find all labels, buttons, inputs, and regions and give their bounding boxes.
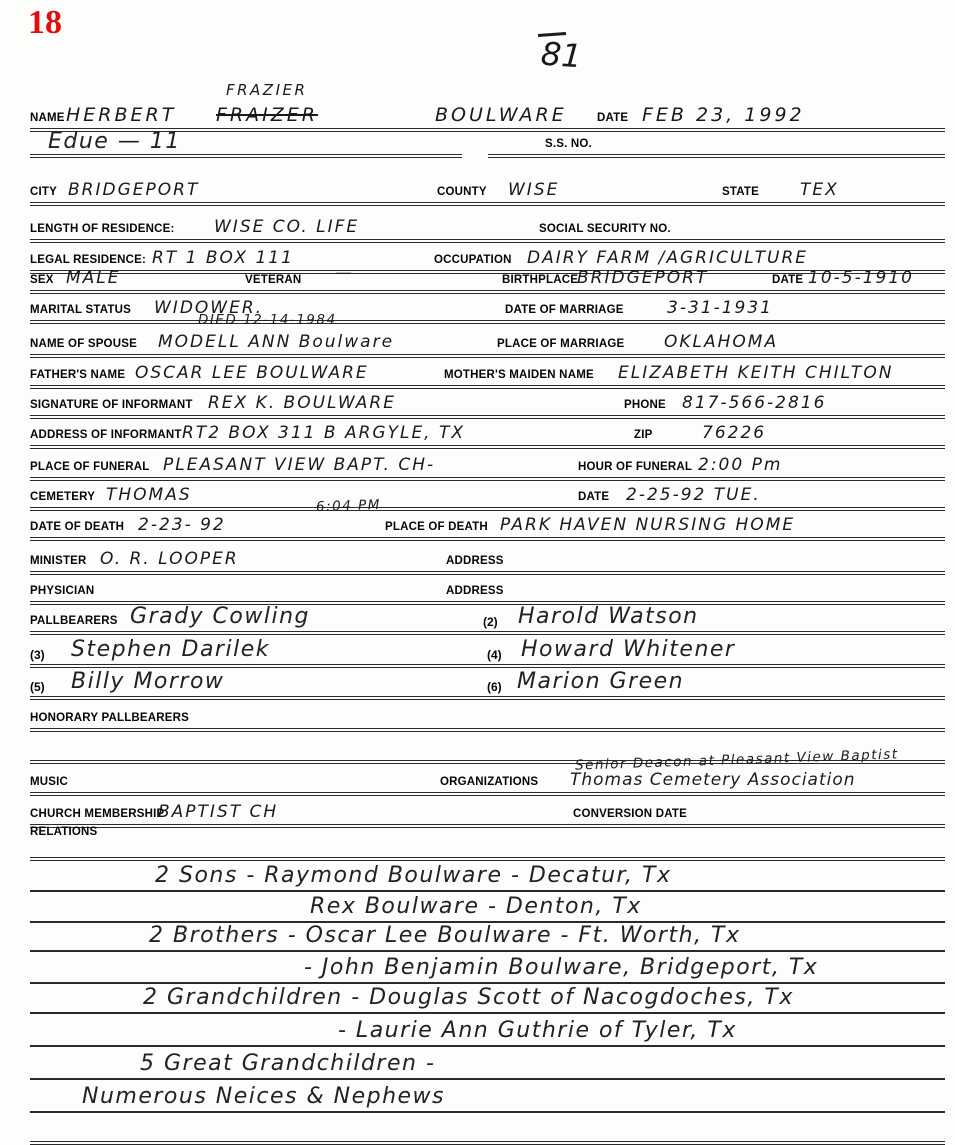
honorary-pallbearers-row — [30, 696, 945, 732]
mother-maiden-value: ELIZABETH KEITH CHILTON — [618, 363, 894, 383]
funeral-place-value: PLEASANT VIEW BAPT. CH- — [163, 455, 436, 475]
pallbearers-row-1 — [30, 601, 945, 635]
marriage-place-value: OKLAHOMA — [664, 332, 779, 352]
birth-date-value: 10-5-1910 — [808, 268, 914, 288]
relations-blank-line — [30, 1111, 945, 1145]
informant-signature-value: REX K. BOULWARE — [208, 393, 396, 413]
physician-address-label: ADDRESS — [446, 585, 504, 598]
father-row — [30, 354, 945, 389]
pallbearer-4-number: (4) — [487, 648, 502, 662]
pallbearer-6-value: Marion Green — [517, 669, 685, 694]
county-label: COUNTY — [437, 186, 487, 199]
zip-label: ZIP — [634, 429, 653, 442]
city-row — [30, 168, 945, 206]
death-time-note: 6:04 PM — [315, 496, 382, 515]
ssn-row — [30, 128, 945, 158]
legal-residence-value: RT 1 BOX 111 — [152, 248, 294, 268]
relations-text: 2 Brothers - Oscar Lee Boulware - Ft. Worth, Tx — [149, 923, 741, 948]
zip-value: 76226 — [702, 423, 767, 443]
pallbearer-4-value: Howard Whitener — [521, 637, 736, 662]
relations-line-3 — [30, 921, 945, 952]
marital-status-label: MARITAL STATUS — [30, 304, 131, 317]
pallbearers-row-3 — [30, 664, 945, 700]
marriage-place-label: PLACE OF MARRIAGE — [497, 338, 625, 351]
birthplace-value: BRIDGEPORT — [577, 268, 709, 288]
rule-right — [488, 154, 945, 158]
informant-row — [30, 385, 945, 419]
county-value: WISE — [508, 180, 560, 200]
sex-value: MALE — [66, 268, 121, 288]
spouse-label: NAME OF SPOUSE — [30, 338, 137, 351]
pallbearers-label: PALLBEARERS — [30, 615, 118, 628]
church-membership-label: CHURCH MEMBERSHIP — [30, 808, 165, 821]
spouse-value: MODELL ANN Boulware — [158, 332, 395, 352]
organizations-note: Senior Deacon at Pleasant View Baptist — [574, 745, 899, 774]
name-label: NAME — [30, 112, 65, 125]
residence-value: WISE CO. LIFE — [214, 217, 360, 237]
top-annotation: 81 — [539, 34, 583, 76]
conversion-date-label: CONVERSION DATE — [573, 808, 687, 821]
relations-line-8 — [30, 1078, 945, 1113]
relations-line-5 — [30, 982, 945, 1014]
cemetery-label: CEMETERY — [30, 491, 96, 504]
cemetery-value: THOMAS — [106, 485, 192, 505]
cemetery-row — [30, 477, 945, 511]
informant-address-label: ADDRESS OF INFORMANT — [30, 429, 182, 442]
death-date-value: 2-23- 92 — [138, 515, 226, 535]
marriage-date-value: 3-31-1931 — [667, 298, 773, 318]
funeral-row — [30, 447, 945, 481]
relations-text: - Laurie Ann Guthrie of Tyler, Tx — [338, 1018, 737, 1043]
funeral-hour-label: HOUR OF FUNERAL — [578, 461, 693, 474]
name-correction-value: FRAZIER — [226, 81, 308, 99]
page-number-red: 18 — [28, 4, 62, 41]
death-date-label: DATE OF DEATH — [30, 521, 125, 534]
relations-text: - John Benjamin Boulware, Bridgeport, Tx — [304, 955, 819, 980]
legal-residence-label: LEGAL RESIDENCE: — [30, 254, 147, 267]
occupation-value: DAIRY FARM /AGRICULTURE — [527, 248, 808, 268]
funeral-hour-value: 2:00 Pm — [698, 455, 783, 475]
name-struck-value: FRAIZER — [216, 104, 318, 126]
residence-row — [30, 202, 945, 243]
minister-value: O. R. LOOPER — [100, 549, 239, 569]
birthplace-label: BIRTHPLACE — [502, 274, 579, 287]
edue-annotation: Edue — 11 — [48, 129, 181, 154]
spouse-row — [30, 311, 945, 358]
cemetery-date-value: 2-25-92 TUE. — [626, 485, 761, 505]
relations-text: Numerous Neices & Nephews — [82, 1084, 445, 1109]
pallbearer-6-number: (6) — [487, 680, 502, 694]
minister-address-label: ADDRESS — [446, 555, 504, 568]
father-name-label: FATHER'S NAME — [30, 369, 126, 382]
spouse-died-note: DIED 12-14-1984 — [198, 311, 337, 328]
veteran-value: — — [335, 263, 354, 283]
date-label: DATE — [597, 112, 629, 125]
pallbearer-5-number: (5) — [30, 680, 45, 694]
minister-label: MINISTER — [30, 555, 87, 568]
name-last-value: BOULWARE — [435, 104, 567, 126]
relations-line-1 — [30, 857, 945, 892]
name-row — [30, 81, 945, 132]
music-label: MUSIC — [30, 776, 69, 789]
city-value: BRIDGEPORT — [68, 180, 200, 200]
pallbearer-2-value: Harold Watson — [518, 604, 699, 629]
relations-text: Rex Boulware - Denton, Tx — [310, 894, 642, 919]
relations-label-row — [30, 824, 945, 861]
music-row — [30, 745, 945, 796]
funeral-place-label: PLACE OF FUNERAL — [30, 461, 150, 474]
residence-label: LENGTH OF RESIDENCE: — [30, 223, 175, 236]
informant-address-value: RT2 BOX 311 B ARGYLE, TX — [182, 423, 466, 443]
sex-label: SEX — [30, 274, 54, 287]
cemetery-date-label: DATE — [578, 491, 610, 504]
veteran-label: VETERAN — [245, 274, 302, 287]
physician-label: PHYSICIAN — [30, 585, 95, 598]
organizations-label: ORGANIZATIONS — [440, 776, 539, 789]
pallbearer-3-number: (3) — [30, 648, 45, 662]
informant-signature-label: SIGNATURE OF INFORMANT — [30, 399, 193, 412]
physician-row — [30, 571, 945, 605]
relations-line-6 — [30, 1012, 945, 1047]
honorary-pallbearers-label: HONORARY PALLBEARERS — [30, 712, 190, 725]
relations-line-7 — [30, 1045, 945, 1080]
pallbearers-row-2 — [30, 631, 945, 668]
state-label: STATE — [722, 186, 759, 199]
marital-status-value: WIDOWER. — [154, 298, 264, 318]
death-place-value: PARK HAVEN NURSING HOME — [500, 515, 796, 535]
relations-line-2 — [30, 890, 945, 923]
phone-value: 817-566-2816 — [682, 393, 827, 413]
name-first-value: HERBERT — [66, 104, 177, 126]
church-membership-value: BAPTIST CH — [158, 802, 279, 822]
marriage-date-label: DATE OF MARRIAGE — [505, 304, 624, 317]
phone-label: PHONE — [624, 399, 666, 412]
informant-address-row — [30, 415, 945, 449]
relations-text: 2 Sons - Raymond Boulware - Decatur, Tx — [155, 863, 672, 888]
relations-line-4 — [30, 950, 945, 984]
relations-label: RELATIONS — [30, 826, 98, 839]
occupation-label: OCCUPATION — [434, 254, 512, 267]
relations-text: 5 Great Grandchildren - — [140, 1051, 436, 1076]
minister-row — [30, 539, 945, 575]
rule-left — [30, 154, 462, 158]
birth-date-label: DATE — [772, 274, 804, 287]
date-value: FEB 23, 1992 — [642, 104, 805, 126]
social-security-label: SOCIAL SECURITY NO. — [539, 223, 671, 236]
organizations-value: Thomas Cemetery Association — [570, 770, 856, 790]
relations-text: 2 Grandchildren - Douglas Scott of Nacogdoches, Tx — [143, 985, 794, 1010]
church-row — [30, 792, 945, 828]
ssn-label: S.S. NO. — [545, 138, 592, 151]
pallbearer-1-value: Grady Cowling — [130, 604, 310, 629]
pallbearer-3-value: Stephen Darilek — [71, 637, 270, 662]
sex-row — [30, 262, 945, 294]
state-value: TEX — [800, 180, 839, 200]
pallbearer-5-value: Billy Morrow — [71, 669, 225, 694]
mother-maiden-label: MOTHER'S MAIDEN NAME — [444, 369, 594, 382]
pallbearer-2-number: (2) — [483, 615, 498, 629]
father-name-value: OSCAR LEE BOULWARE — [135, 363, 369, 383]
death-place-label: PLACE OF DEATH — [385, 521, 488, 534]
city-label: CITY — [30, 186, 57, 199]
